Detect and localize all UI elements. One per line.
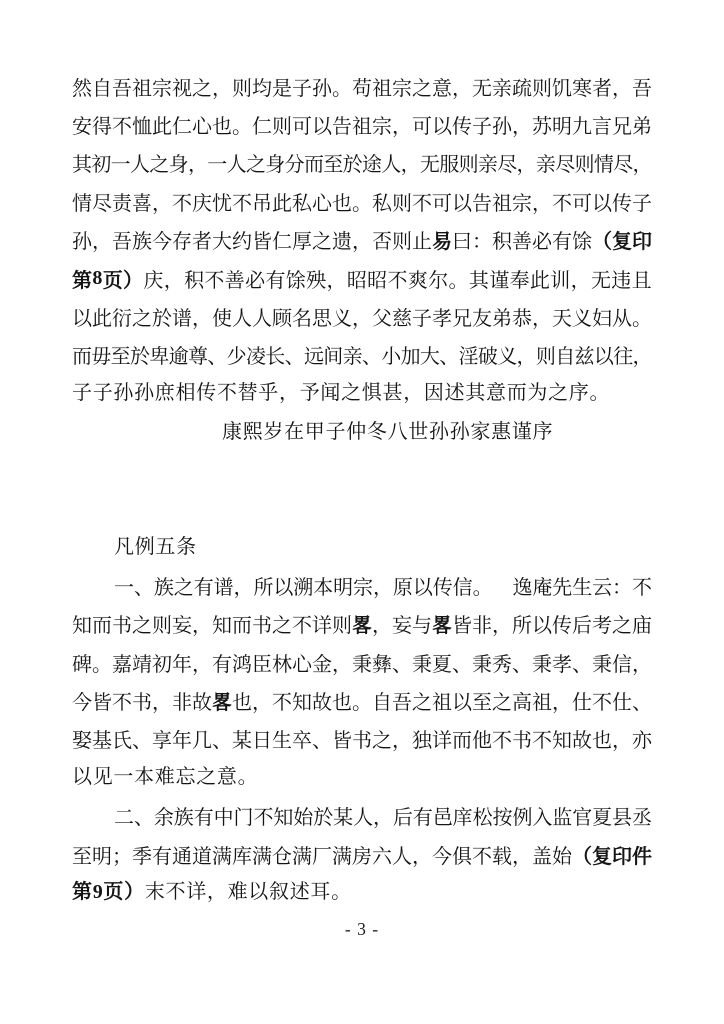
text-line: 然 自 吾 祖 宗 视 之 ， 则 均 是 子 孙 。 苟 祖 宗 之 意 ， 无 亲 疏 则 饥 寒 者 ， 吾 bbox=[72, 77, 652, 100]
text-line: 情 尽 责 喜 ， 不 庆 忧 不 吊 此 私 心 也 。 私 则 不 可 以 告 祖 宗 ， 不 可 以 传 子 bbox=[72, 192, 652, 215]
text-line: 凡例五条 bbox=[114, 535, 197, 558]
text-line: 娶 基 氏 、 享 年 几 、 某 日 生 卒 、 皆 书 之 ， 独 详 而 他 不 书 不 知 故 也 ， 亦 bbox=[72, 730, 652, 753]
signature-line-block bbox=[72, 413, 652, 451]
text-line: 以 此 衍 之 於 谱 ， 使 人 人 顾 名 思 义 ， 父 慈 子 孝 兄 友 弟 恭 ， 天 义 妇 从 。 bbox=[72, 308, 652, 331]
text-line: 第9页）末不详，难以叙述耳。 bbox=[72, 881, 352, 904]
text-line: 其 初 一 人 之 身 ， 一 人 之 身 分 而 至 於 途 人 ， 无 服 则 亲 尽 ， 亲 尽 则 情 尽 ， bbox=[72, 154, 653, 177]
text-line: 知 而 书 之 则 妄 ， 知 而 书 之 不 详 则 畧 ， 妄 与 畧 皆 非 ， 所 以 传 后 考 之 庙 bbox=[72, 615, 652, 638]
text-line: 以见一本难忘之意。 bbox=[72, 766, 259, 789]
text-line: 而 毋 至 於 卑 逾 尊 、 少 凌 长 、 远 间 亲 、 小 加 大 、 淫 破 义 ， 则 自 兹 以 往 ， bbox=[72, 346, 653, 369]
text-line: 子子孙孙庶相传不替乎，予闻之惧甚，因述其意而为之序。 bbox=[72, 382, 611, 405]
section-heading-block bbox=[72, 528, 652, 566]
blank-space bbox=[72, 451, 652, 528]
preface-paragraph bbox=[72, 67, 652, 413]
text-line: 至 明 ； 季 有 通 道 满 库 满 仓 满 厂 满 房 六 人 ， 今 俱 不 载 ， 盖 始 （ 复 印 件 bbox=[72, 845, 652, 868]
text-block bbox=[72, 67, 652, 912]
rule-two-paragraph bbox=[72, 796, 652, 911]
page-number: - 3 - bbox=[344, 919, 380, 939]
text-line: 今 皆 不 书 ， 非 故 畧 也 ， 不 知 故 也 。 自 吾 之 祖 以 至 之 高 祖 ， 仕 不 仕 、 bbox=[72, 691, 652, 714]
text-line: 碑 。 嘉 靖 初 年 ， 有 鸿 臣 林 心 金 ， 秉 彝 、 秉 夏 、 秉 秀 、 秉 孝 、 秉 信 ， bbox=[72, 653, 652, 676]
text-line: 安 得 不 恤 此 仁 心 也 。 仁 则 可 以 告 祖 宗 ， 可 以 传 子 孙 ， 苏 明 九 言 兄 弟 bbox=[72, 116, 652, 139]
text-line: 康熙岁在甲子仲冬八世孙孙家惠谨序 bbox=[222, 420, 554, 443]
text-line: 孙 ， 吾 族 今 存 者 大 约 皆 仁 厚 之 遗 ， 否 则 止 易 曰 ： 积 善 必 有 馀 （ 复 印 bbox=[72, 231, 652, 254]
rule-one-paragraph bbox=[72, 566, 652, 796]
text-line: 一 、 族 之 有 谱 ， 所 以 溯 本 明 宗 ， 原 以 传 信 。 逸 庵 先 生 云 ： 不 bbox=[114, 576, 652, 599]
text-line: 二 、 余 族 有 中 门 不 知 始 於 某 人 ， 后 有 邑 庠 松 按 例 入 监 官 夏 县 丞 bbox=[114, 807, 652, 830]
text-line: 第 8 页 ） 庆 ， 积 不 善 必 有 馀 殃 ， 昭 昭 不 爽 尔 。 其 谨 奉 此 训 ， 无 违 且 bbox=[72, 266, 652, 292]
